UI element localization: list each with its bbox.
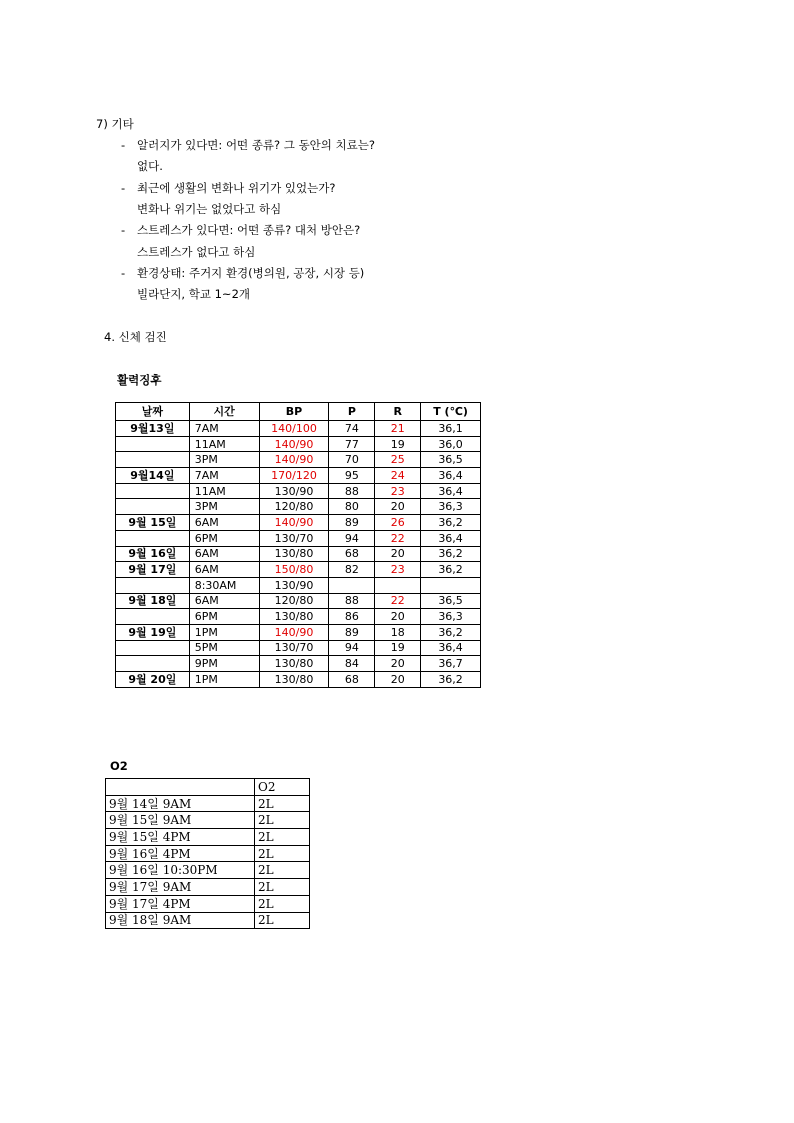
o2-flow-cell: 2L [255,862,310,879]
vitals-table [115,402,481,688]
table-row [116,672,481,688]
vitals-bp-cell: 130/80 [259,609,329,625]
vitals-time-cell: 3PM [189,499,259,515]
bullet-answer: 변화나 위기는 없었다고 하심 [137,202,282,216]
vitals-temp-cell: 36,4 [421,640,481,656]
vitals-pulse-cell: 86 [329,609,375,625]
vitals-temp-cell: 36,2 [421,562,481,578]
vitals-time-cell: 7AM [189,421,259,437]
bullet-question: 알러지가 있다면: 어떤 종류? 그 동안의 치료는? [137,138,375,152]
vitals-date-cell: 9월 15일 [116,515,190,531]
o2-table [105,778,310,929]
vitals-bp-cell: 130/80 [259,546,329,562]
bullet-dash: - [121,181,126,195]
vitals-temp-cell: 36,1 [421,421,481,437]
vitals-bp-cell: 140/90 [259,436,329,452]
header-pulse: P [329,403,375,421]
bullet-question: 최근에 생활의 변화나 위기가 있었는가? [137,181,336,195]
vitals-time-cell: 6PM [189,609,259,625]
table-row [116,640,481,656]
vitals-bp-cell: 130/80 [259,672,329,688]
vitals-pulse-cell: 88 [329,593,375,609]
vitals-bp-cell: 130/70 [259,530,329,546]
vitals-resp-cell: 22 [375,530,421,546]
vitals-date-cell [116,656,190,672]
vitals-temp-cell: 36,2 [421,672,481,688]
vitals-resp-cell: 20 [375,546,421,562]
vitals-bp-cell: 140/90 [259,515,329,531]
vitals-temp-cell [421,577,481,593]
vitals-time-cell: 6AM [189,562,259,578]
bullet-dash: - [121,266,126,280]
o2-flow-cell: 2L [255,812,310,829]
vitals-temp-cell: 36,7 [421,656,481,672]
section4-heading: 4. 신체 검진 [104,330,167,344]
vitals-time-cell: 6AM [189,515,259,531]
vitals-date-cell: 9월 18일 [116,593,190,609]
o2-flow-cell: 2L [255,912,310,929]
o2-flow-cell: 2L [255,895,310,912]
vitals-time-cell: 6AM [189,546,259,562]
vitals-bp-cell: 130/90 [259,483,329,499]
vitals-time-cell: 6AM [189,593,259,609]
vitals-pulse-cell [329,577,375,593]
o2-time-cell: 9월 17일 9AM [106,879,255,896]
table-header-row [116,403,481,421]
o2-time-cell: 9월 16일 10:30PM [106,862,255,879]
table-row [106,829,310,846]
bullet-question: 스트레스가 있다면: 어떤 종류? 대처 방안은? [137,223,361,237]
vitals-temp-cell: 36,2 [421,546,481,562]
vitals-pulse-cell: 84 [329,656,375,672]
o2-flow-cell: 2L [255,845,310,862]
table-row [116,546,481,562]
vitals-pulse-cell: 88 [329,483,375,499]
vitals-bp-cell: 120/80 [259,593,329,609]
bullet-answer: 없다. [137,159,163,173]
vitals-resp-cell: 21 [375,421,421,437]
vitals-time-cell: 7AM [189,468,259,484]
vitals-bp-cell: 130/70 [259,640,329,656]
table-row [116,530,481,546]
vitals-date-cell [116,640,190,656]
vitals-resp-cell: 20 [375,609,421,625]
o2-time-cell: 9월 17일 4PM [106,895,255,912]
header-resp: R [375,403,421,421]
table-row [106,795,310,812]
table-row [116,562,481,578]
vitals-time-cell: 11AM [189,483,259,499]
o2-header-label: O2 [255,779,310,796]
table-row [106,879,310,896]
vitals-resp-cell: 18 [375,624,421,640]
table-row [106,912,310,929]
section7-heading: 7) 기타 [96,117,134,131]
vitals-temp-cell: 36,2 [421,624,481,640]
vitals-pulse-cell: 77 [329,436,375,452]
vitals-pulse-cell: 70 [329,452,375,468]
vitals-resp-cell: 20 [375,499,421,515]
vitals-bp-cell: 130/90 [259,577,329,593]
o2-time-cell: 9월 14일 9AM [106,795,255,812]
header-time: 시간 [189,403,259,421]
vitals-resp-cell: 23 [375,483,421,499]
vitals-bp-cell: 170/120 [259,468,329,484]
vitals-temp-cell: 36,2 [421,515,481,531]
table-row [116,624,481,640]
table-row [116,577,481,593]
vitals-date-cell [116,577,190,593]
vitals-date-cell: 9월 19일 [116,624,190,640]
vitals-temp-cell: 36,0 [421,436,481,452]
vitals-resp-cell: 25 [375,452,421,468]
table-row [116,656,481,672]
o2-flow-cell: 2L [255,795,310,812]
vitals-time-cell: 11AM [189,436,259,452]
vitals-date-cell [116,499,190,515]
vitals-resp-cell: 20 [375,656,421,672]
vitals-date-cell: 9월 20일 [116,672,190,688]
o2-header-blank [106,779,255,796]
table-row [116,593,481,609]
bullet-answer: 스트레스가 없다고 하심 [137,245,256,259]
o2-time-cell: 9월 16일 4PM [106,845,255,862]
vitals-bp-cell: 140/90 [259,624,329,640]
vitals-resp-cell [375,577,421,593]
table-row [116,452,481,468]
vitals-temp-cell: 36,3 [421,499,481,515]
bullet-dash: - [121,223,126,237]
header-bp: BP [259,403,329,421]
vitals-time-cell: 9PM [189,656,259,672]
vitals-time-cell: 6PM [189,530,259,546]
vitals-time-cell: 1PM [189,672,259,688]
bullet-answer: 빌라단지, 학교 1~2개 [137,287,250,301]
o2-flow-cell: 2L [255,829,310,846]
vitals-resp-cell: 24 [375,468,421,484]
table-row [116,436,481,452]
vitals-pulse-cell: 89 [329,624,375,640]
vitals-date-cell [116,483,190,499]
o2-time-cell: 9월 15일 9AM [106,812,255,829]
vitals-date-cell: 9월 16일 [116,546,190,562]
vitals-bp-cell: 150/80 [259,562,329,578]
table-row [106,895,310,912]
o2-flow-cell: 2L [255,879,310,896]
header-date: 날짜 [116,403,190,421]
vitals-resp-cell: 23 [375,562,421,578]
vitals-date-cell: 9월13일 [116,421,190,437]
vitals-temp-cell: 36,4 [421,530,481,546]
table-row [106,845,310,862]
vitals-time-cell: 8:30AM [189,577,259,593]
vitals-temp-cell: 36,5 [421,593,481,609]
vitals-temp-cell: 36,3 [421,609,481,625]
vitals-pulse-cell: 80 [329,499,375,515]
table-row [106,862,310,879]
table-row [106,812,310,829]
table-row [116,483,481,499]
vitals-pulse-cell: 74 [329,421,375,437]
vitals-resp-cell: 19 [375,640,421,656]
o2-time-cell: 9월 15일 4PM [106,829,255,846]
vitals-date-cell [116,436,190,452]
vitals-date-cell [116,530,190,546]
vitals-bp-cell: 120/80 [259,499,329,515]
vitals-bp-cell: 140/100 [259,421,329,437]
vitals-pulse-cell: 82 [329,562,375,578]
vitals-body [116,421,481,688]
vitals-time-cell: 5PM [189,640,259,656]
table-row [116,421,481,437]
table-row [116,468,481,484]
o2-body [106,779,310,929]
table-row [116,609,481,625]
vitals-resp-cell: 26 [375,515,421,531]
vitals-resp-cell: 20 [375,672,421,688]
vitals-title: 활력징후 [117,373,162,387]
bullet-dash: - [121,138,126,152]
vitals-temp-cell: 36,4 [421,483,481,499]
vitals-date-cell [116,452,190,468]
vitals-bp-cell: 140/90 [259,452,329,468]
o2-time-cell: 9월 18일 9AM [106,912,255,929]
vitals-date-cell: 9월 17일 [116,562,190,578]
vitals-pulse-cell: 94 [329,640,375,656]
vitals-date-cell: 9월14일 [116,468,190,484]
vitals-date-cell [116,609,190,625]
vitals-pulse-cell: 68 [329,546,375,562]
table-row [116,515,481,531]
vitals-pulse-cell: 94 [329,530,375,546]
table-header-row [106,779,310,796]
vitals-pulse-cell: 95 [329,468,375,484]
vitals-pulse-cell: 68 [329,672,375,688]
vitals-temp-cell: 36,5 [421,452,481,468]
o2-title: O2 [110,759,128,773]
vitals-time-cell: 3PM [189,452,259,468]
table-row [116,499,481,515]
vitals-bp-cell: 130/80 [259,656,329,672]
vitals-pulse-cell: 89 [329,515,375,531]
vitals-temp-cell: 36,4 [421,468,481,484]
vitals-time-cell: 1PM [189,624,259,640]
bullet-question: 환경상태: 주거지 환경(병의원, 공장, 시장 등) [137,266,365,280]
vitals-resp-cell: 19 [375,436,421,452]
header-temp: T (℃) [421,403,481,421]
vitals-resp-cell: 22 [375,593,421,609]
